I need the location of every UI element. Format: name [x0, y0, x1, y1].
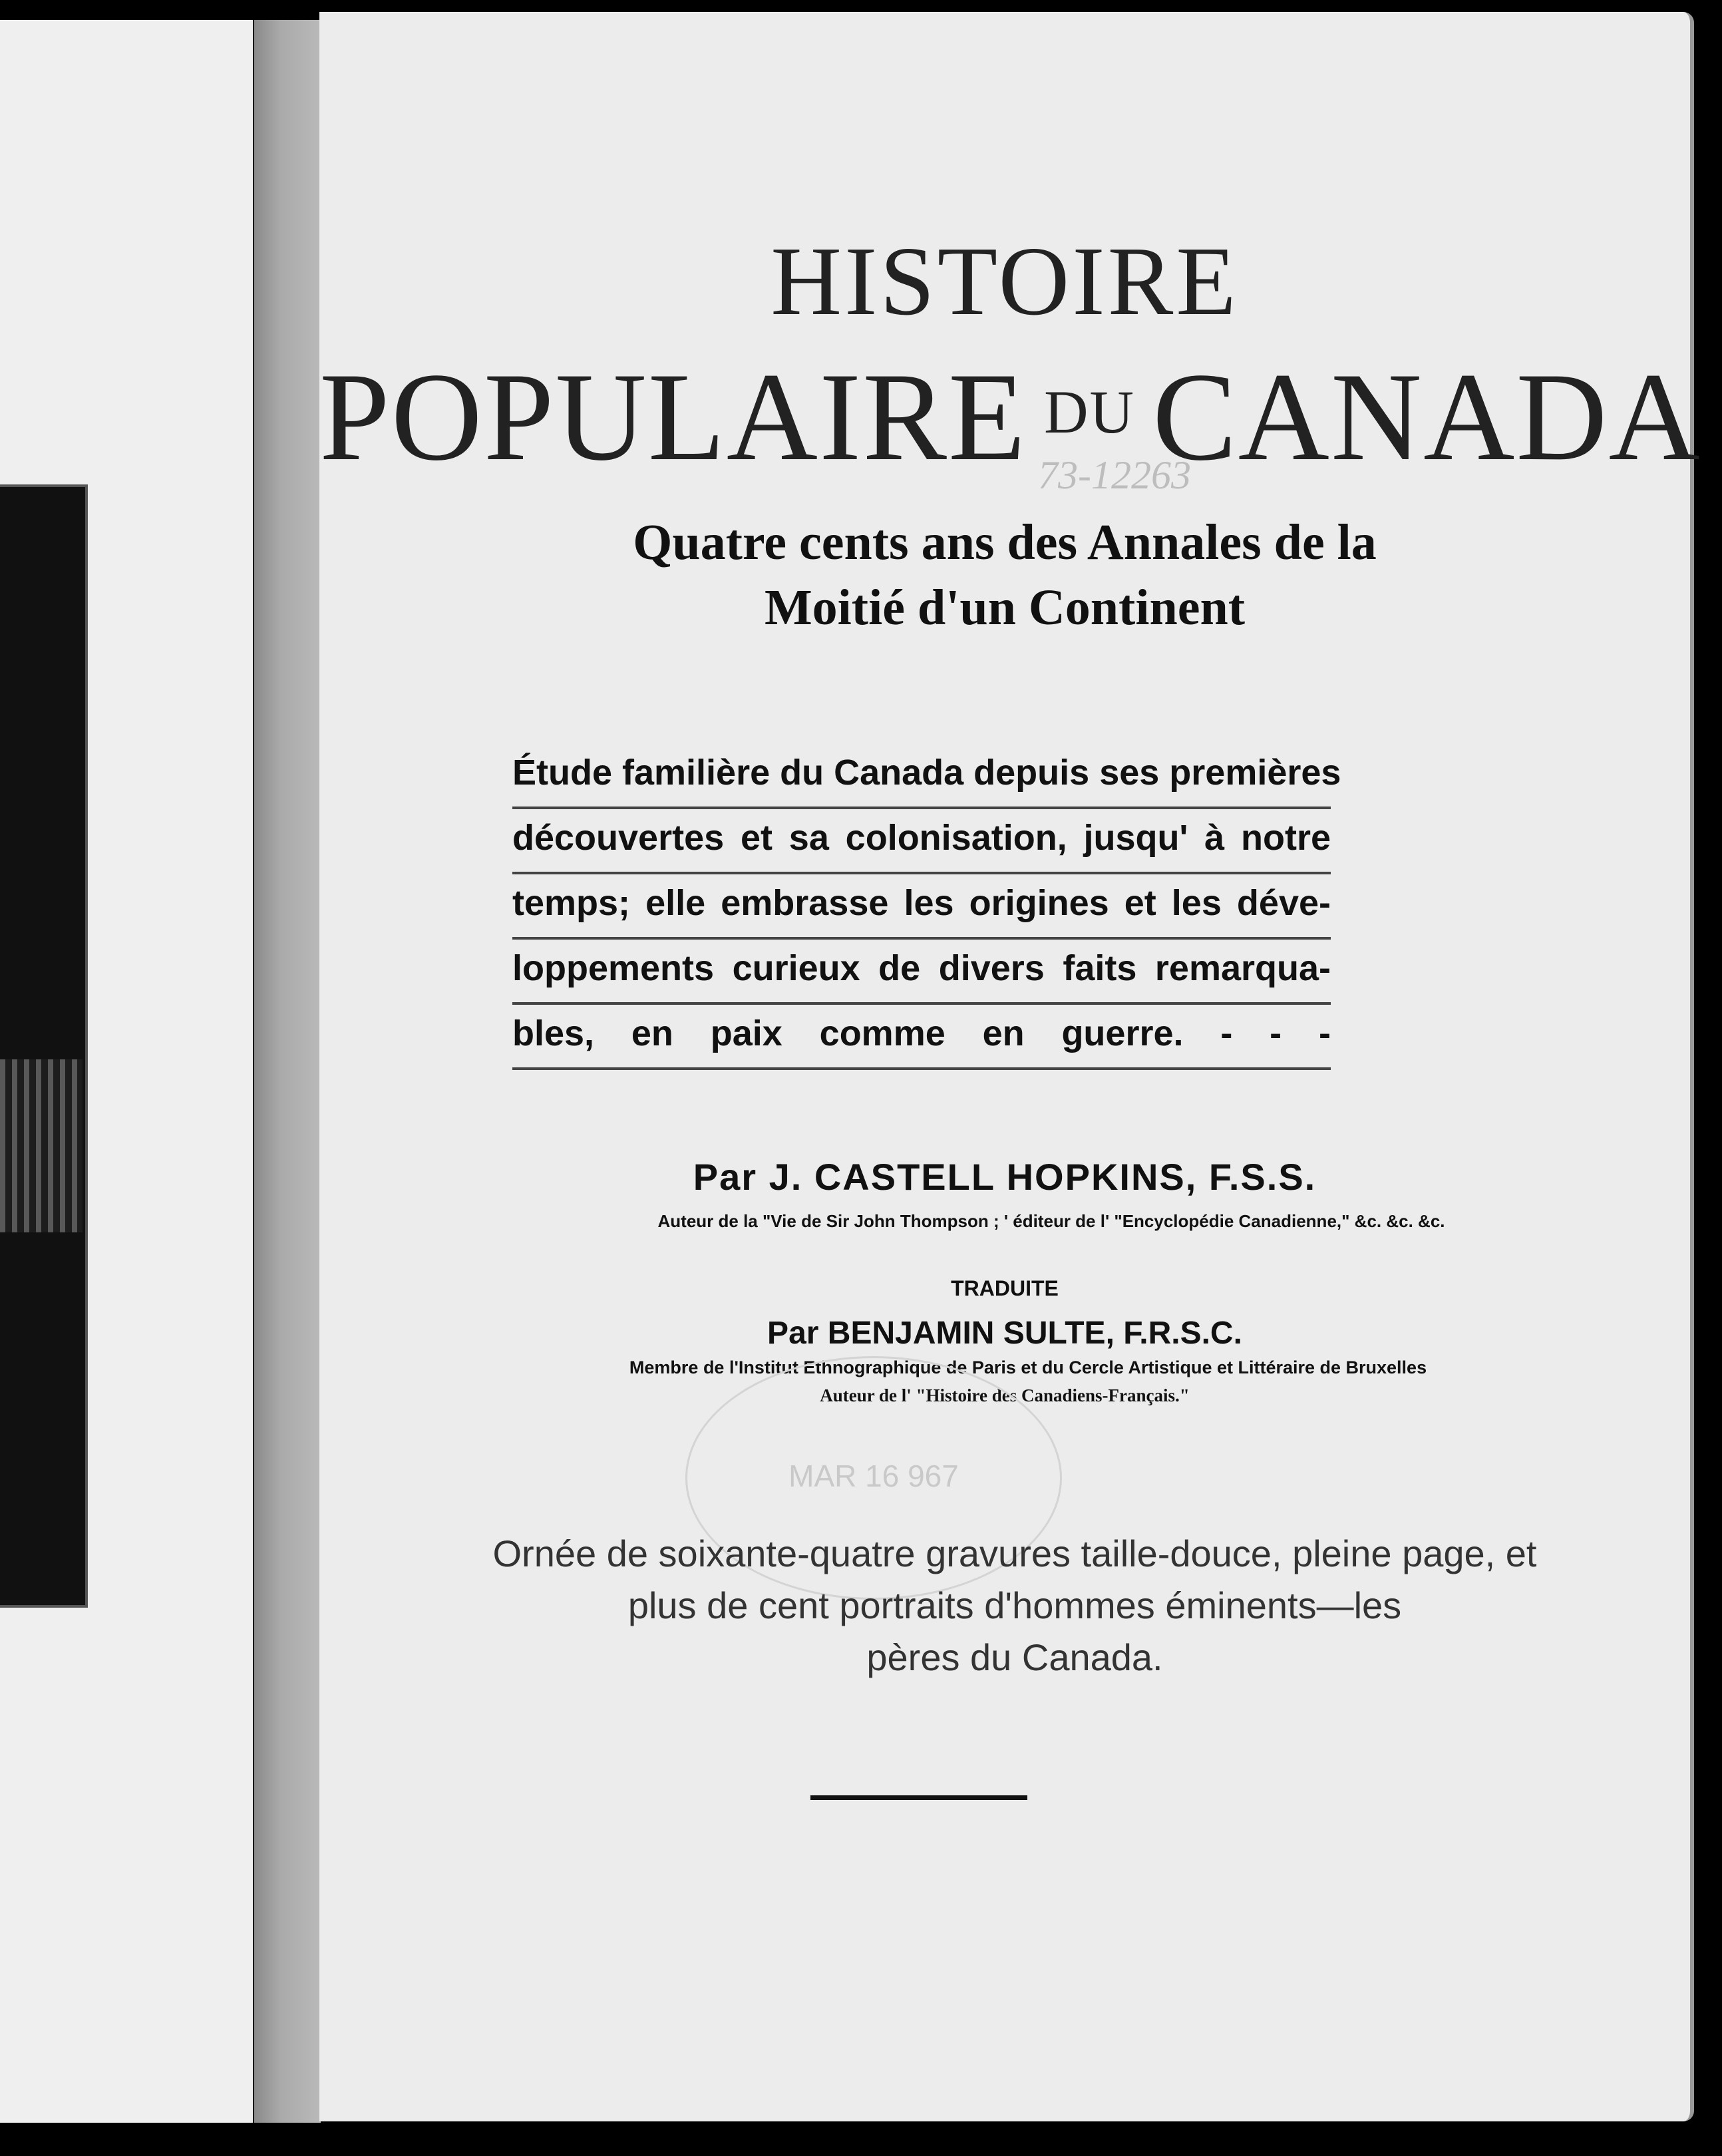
description-block [512, 744, 1341, 1070]
title-page [319, 12, 1701, 2121]
title-line-1: HISTOIRE [771, 227, 1239, 336]
note-line-2: plus de cent portraits d'hommes éminents—les [627, 1584, 1402, 1626]
author-credits: Auteur de la "Vie de Sir John Thompson ; ' éditeur de l' "Encyclopédie Canadienne," &c. &c. &c. [657, 1211, 1445, 1231]
title-word-du: DU [1044, 378, 1135, 446]
subtitle-line-2: Moitié d'un Continent [764, 580, 1246, 635]
description-line: temps; elle embrasse les origines et les déve- [512, 874, 1331, 940]
description-line: bles, en paix comme en guerre. - - - [512, 1005, 1331, 1070]
title-word-populaire: POPULAIRE [319, 347, 1027, 487]
stamp-date: MAR 16 967 [788, 1459, 959, 1493]
photo-texture [0, 1059, 83, 1232]
illustrations-note [319, 1528, 1690, 1684]
note-line-3: pères du Canada. [866, 1636, 1163, 1678]
translator-name: Par BENJAMIN SULTE, F.R.S.C. [767, 1316, 1242, 1351]
translator-credits-2: Auteur de l' "Histoire des Canadiens-Français." [820, 1385, 1190, 1405]
pencil-catalog-mark: 73-12263 [1038, 453, 1191, 497]
description-line: découvertes et sa colonisation, jusqu' à notre [512, 809, 1331, 874]
translation-label: TRADUITE [951, 1276, 1059, 1300]
closing-rule [810, 1795, 1027, 1800]
book-gutter [254, 20, 321, 2123]
frontispiece-photo-edge [0, 484, 88, 1608]
subtitle [319, 510, 1690, 640]
subtitle-line-1: Quatre cents ans des Annales de la [633, 514, 1377, 570]
author-name: Par J. CASTELL HOPKINS, F.S.S. [693, 1156, 1317, 1198]
description-line: Étude familière du Canada depuis ses premières [512, 744, 1331, 809]
description-line: loppements curieux de divers faits remarqua- [512, 940, 1331, 1005]
note-line-1: Ornée de soixante-quatre gravures taille-douce, pleine page, et [492, 1532, 1537, 1574]
translator-credits-1: Membre de l'Institut Ethnographique de Paris et du Cercle Artistique et Littéraire de Bruxelles [629, 1357, 1427, 1377]
title-line-2 [319, 345, 1701, 490]
title-word-canada: CANADA [1152, 347, 1701, 487]
